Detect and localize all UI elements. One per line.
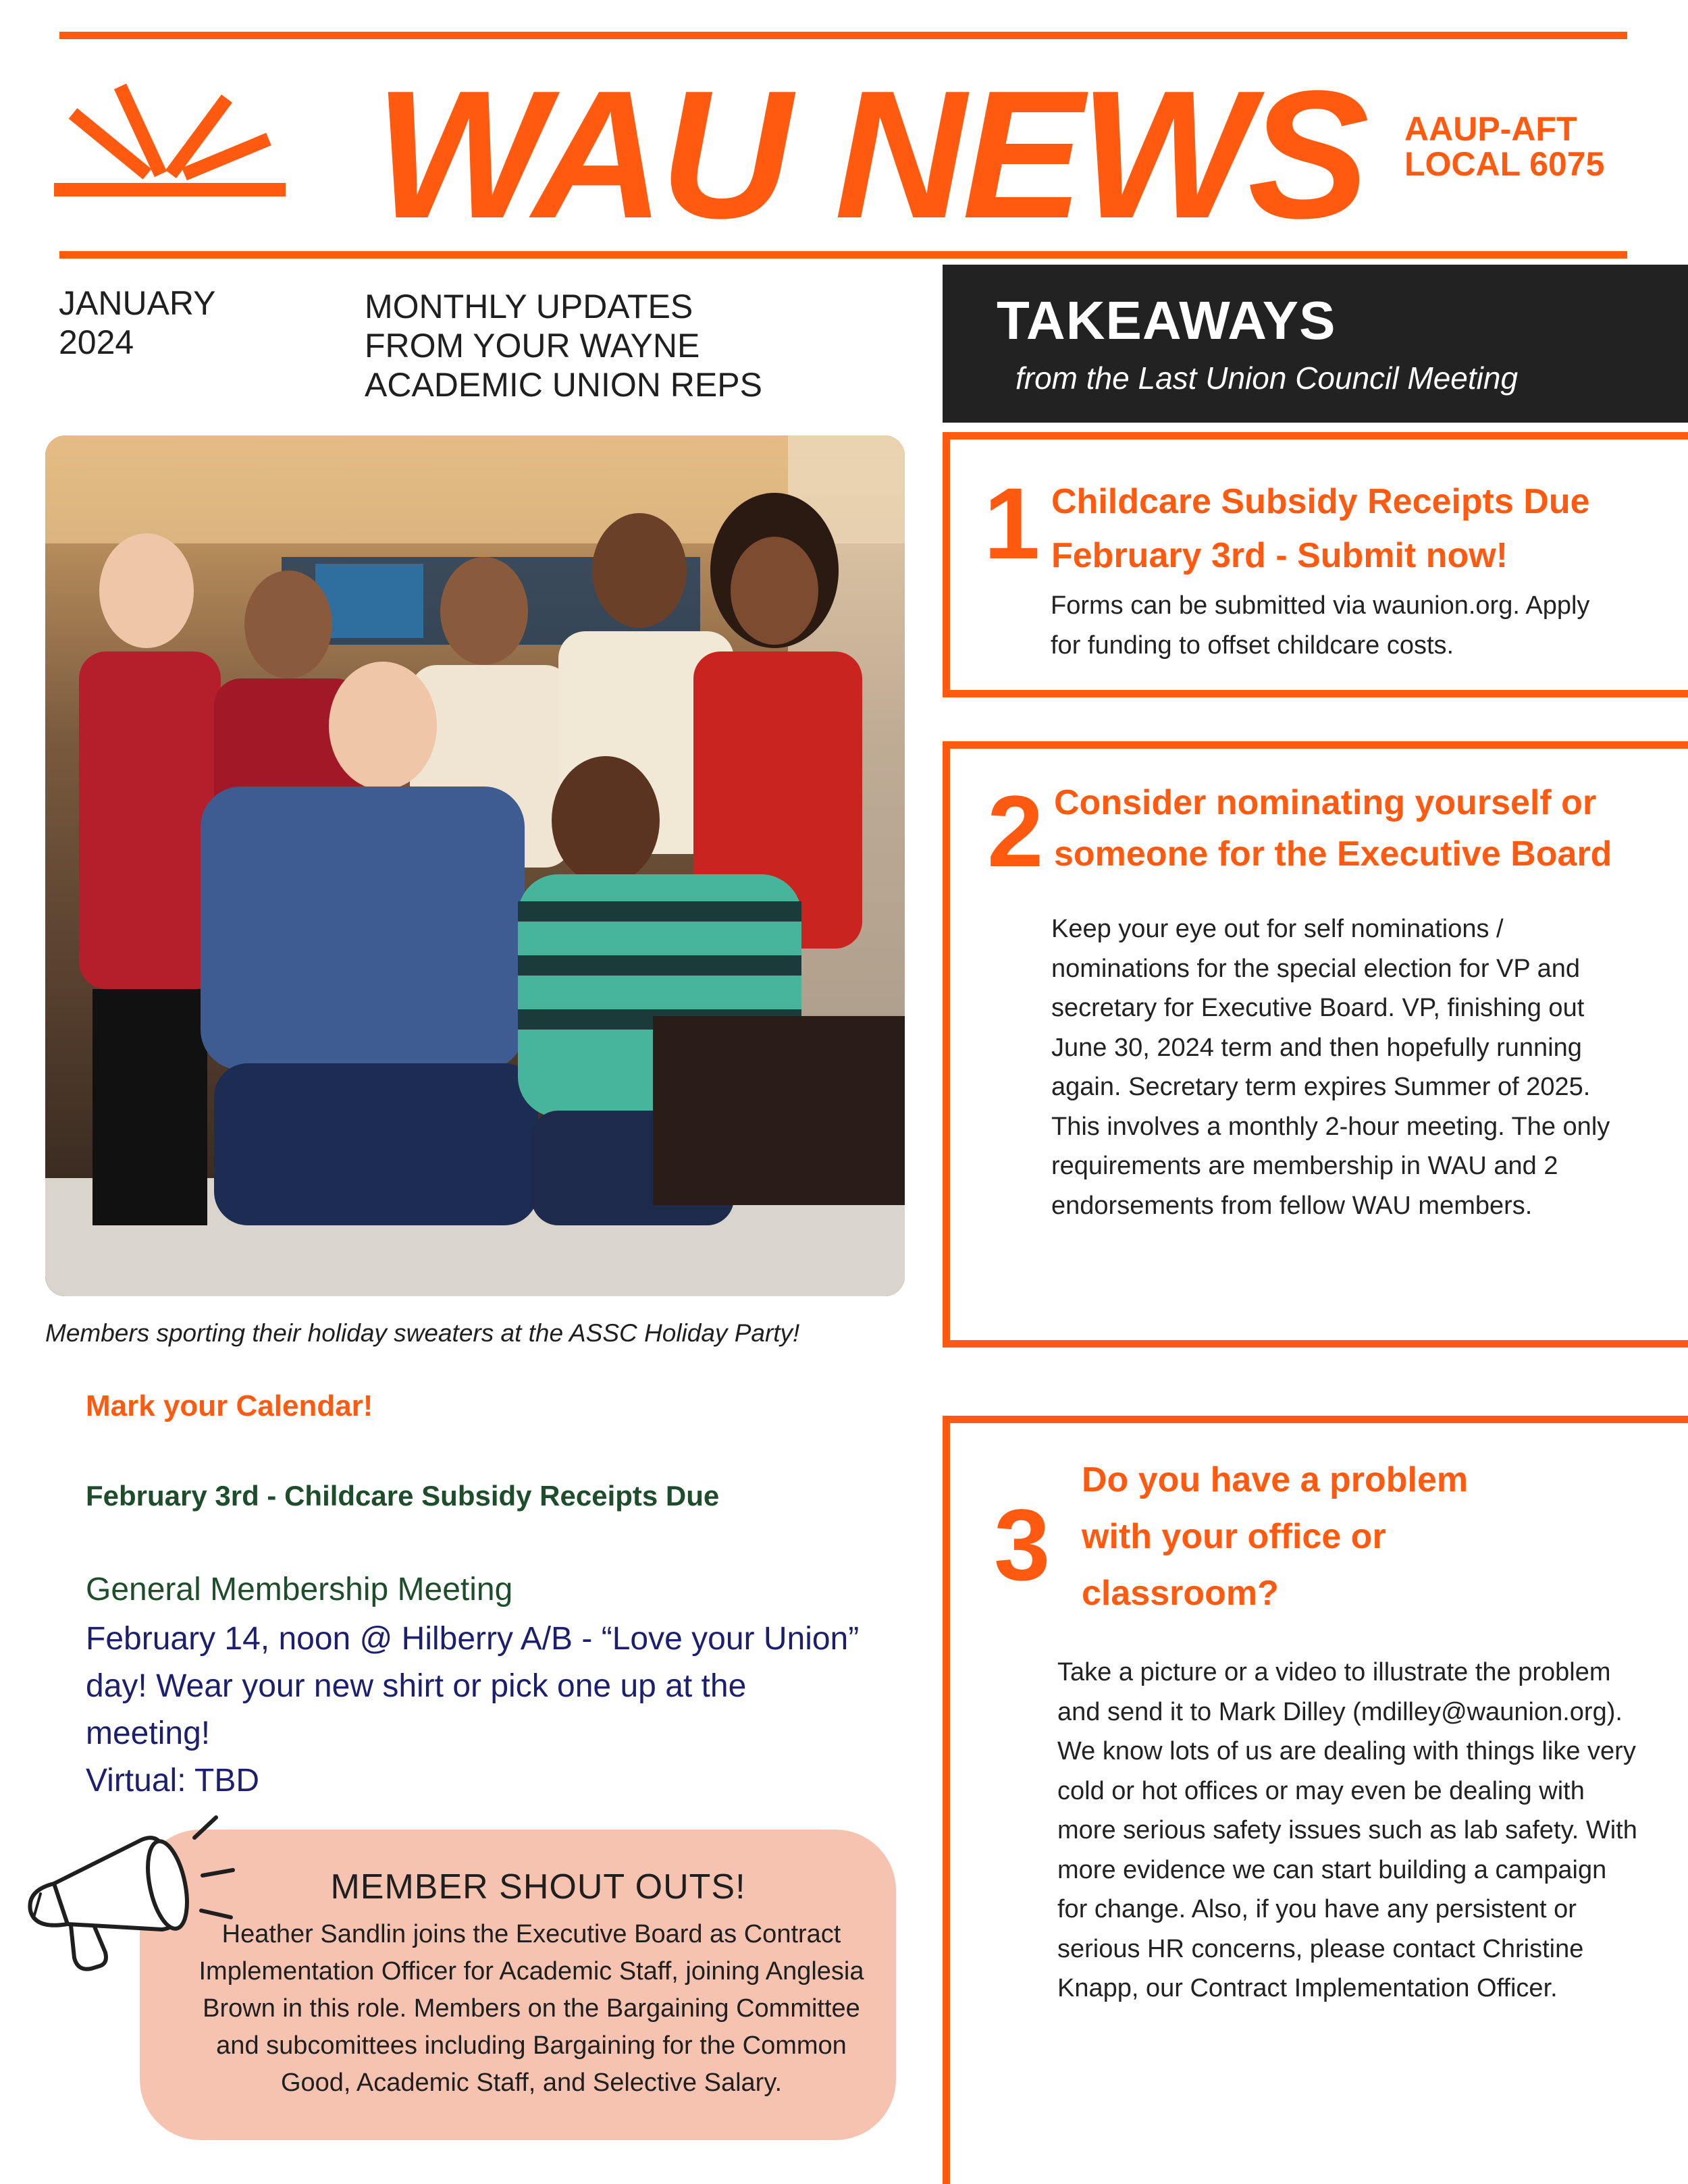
photo-caption: Members sporting their holiday sweaters at the ASSC Holiday Party!: [45, 1319, 800, 1347]
local-label: [1404, 111, 1634, 182]
card-title-line: someone for the Executive Board: [1054, 834, 1612, 874]
issue-tagline: MONTHLY UPDATES FROM YOUR WAYNE ACADEMIC UNION REPS: [365, 288, 762, 404]
calendar-deadline: February 3rd - Childcare Subsidy Receipts Due: [86, 1480, 720, 1512]
shoutouts-title: MEMBER SHOUT OUTS!: [330, 1867, 746, 1907]
group-photo-illustration: [45, 435, 905, 1296]
masthead-top-rule: [59, 32, 1627, 39]
shoutouts-panel: [140, 1830, 896, 2140]
takeaways-title: TAKEAWAYS: [997, 290, 1336, 350]
calendar-meeting-details: February 14, noon @ Hilberry A/B - “Love your Union” day! Wear your new shirt or pick one up at the meeting!: [86, 1621, 860, 1751]
card-number: 1: [984, 467, 1040, 580]
local-line-1: AAUP-AFT: [1404, 110, 1577, 148]
card-body: Forms can be submitted via waunion.org. Apply for funding to offset childcare costs.: [1051, 591, 1590, 660]
takeaway-card-1: [943, 432, 1688, 697]
calendar-meeting-title: General Membership Meeting: [86, 1572, 513, 1607]
card-body: Keep your eye out for self nominations / nominations for the special election for VP and secretary for Executive Board. VP, finishing out June 30, 2024 term and then hopefully running again. Secretary term expires Summer of 2025. This involves a monthly 2-hour meeting. The only requirements are membership in WAU and 2 endorsements from fellow WAU members.: [1051, 915, 1610, 1220]
takeaway-card-3: [943, 1416, 1688, 2184]
megaphone-icon: [14, 1809, 236, 1985]
card-title-line: Do you have a problem: [1082, 1460, 1469, 1499]
card-title: [1051, 475, 1688, 583]
card-title-line: Consider nominating yourself or: [1054, 783, 1597, 822]
card-title-line: with your office or: [1082, 1517, 1386, 1556]
card-title-line: February 3rd - Submit now!: [1051, 536, 1508, 575]
card-number: 3: [994, 1488, 1051, 1601]
card-title: [1054, 777, 1688, 880]
card-title-line: classroom?: [1082, 1574, 1279, 1613]
calendar-virtual: Virtual: TBD: [86, 1763, 259, 1799]
issue-date: JANUARY 2024: [59, 284, 216, 361]
takeaways-header: [943, 265, 1688, 423]
masthead-title: WAU NEWS: [375, 53, 1365, 257]
local-line-2: LOCAL 6075: [1404, 145, 1605, 183]
card-title: [1082, 1451, 1622, 1622]
sunburst-logo-icon: [53, 73, 289, 208]
takeaways-subtitle: from the Last Union Council Meeting: [1016, 361, 1519, 396]
card-number: 2: [987, 774, 1044, 888]
card-body: Take a picture or a video to illustrate the problem and send it to Mark Dilley (mdilley@waunion.org). We know lots of us are dealing with things like very cold or hot offices or may even be dealing with more serious safety issues such as lab safety. With more evidence we can start building a campaign for change. Also, if you have any persistent or serious HR concerns, please contact Christine Knapp, our Contract Implementation Officer.: [1057, 1658, 1637, 2002]
takeaway-card-2: [943, 741, 1688, 1348]
calendar-heading: Mark your Calendar!: [86, 1389, 373, 1422]
card-title-line: Childcare Subsidy Receipts Due: [1051, 482, 1590, 521]
shoutouts-body: Heather Sandlin joins the Executive Board as Contract Implementation Officer for Academic Staff, joining Anglesia Brown in this role. Members on the Bargaining Committee and subcomittees including Bargaining for the Common Good, Academic Staff, and Selective Salary.: [199, 1920, 864, 2097]
holiday-party-photo: [45, 435, 905, 1296]
